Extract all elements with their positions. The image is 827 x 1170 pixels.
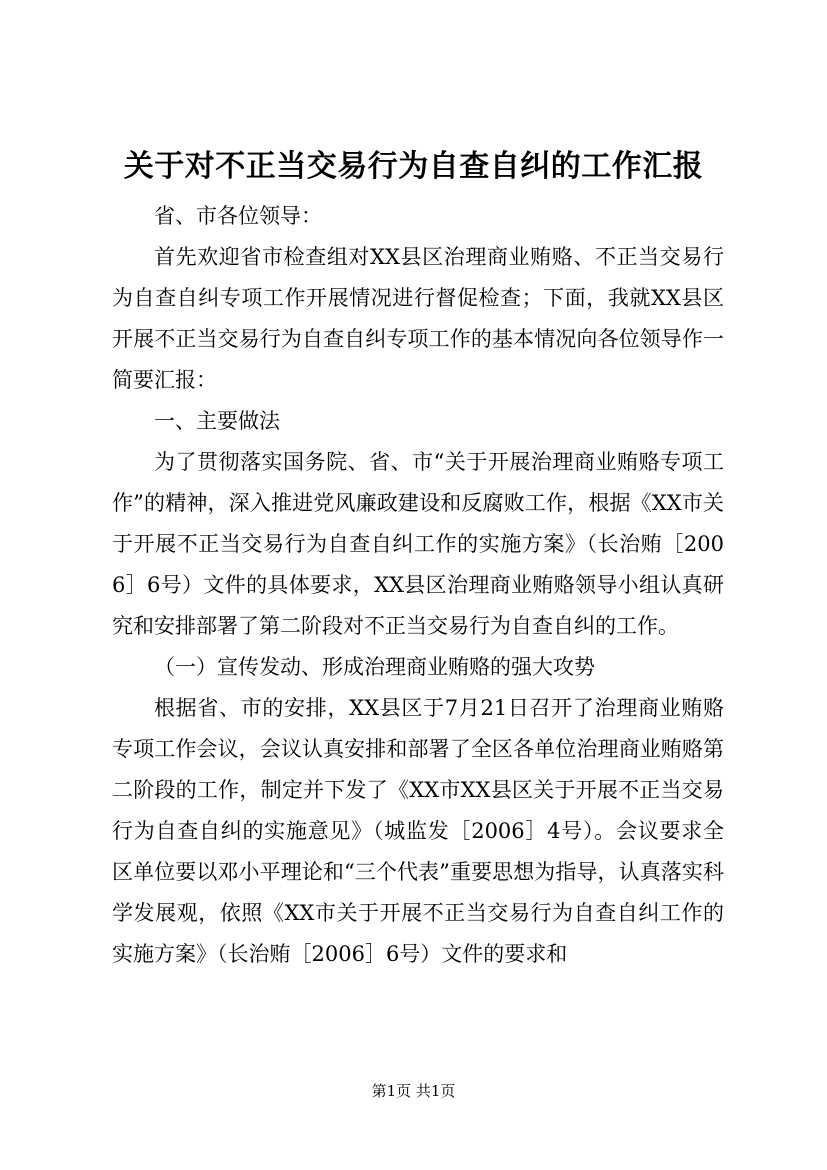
subsection-heading: （一）宣传发动、形成治理商业贿赂的强大攻势: [154, 655, 595, 679]
document-body: [112, 196, 724, 975]
salutation-paragraph: 省、市各位领导：: [154, 204, 322, 228]
body-paragraph: 为了贯彻落实国务院、省、市“关于开展治理商业贿赂专项工作”的精神，深入推进党风廉政建设和反腐败工作，根据《XX市关于开展不正当交易行为自查自纠工作的实施方案》（长治贿［2006］6号）文件的具体要求，XX县区治理商业贿赂领导小组认真研究和安排部署了第二阶段对不正当交易行为自查自纠的工作。: [112, 450, 724, 638]
section-heading: 一、主要做法: [154, 409, 280, 433]
body-paragraph: 根据省、市的安排，XX县区于7月21日召开了治理商业贿赂专项工作会议，会议认真安排和部署了全区各单位治理商业贿赂第二阶段的工作，制定并下发了《XX市XX县区关于开展不正当交易行为自查自纠的实施意见》（城监发［2006］4号）。会议要求全区单位要以邓小平理论和“三个代表”重要思想为指导，认真落实科学发展观，依照《XX市关于开展不正当交易行为自查自纠工作的实施方案》（长治贿［2006］6号）文件的要求和: [112, 696, 724, 966]
document-title: 关于对不正当交易行为自查自纠的工作汇报: [123, 149, 704, 184]
page-footer: 第1页 共1页: [371, 1082, 456, 1100]
intro-paragraph: 首先欢迎省市检查组对XX县区治理商业贿赂、不正当交易行为自查自纠专项工作开展情况进行督促检查；下面，我就XX县区开展不正当交易行为自查自纠专项工作的基本情况向各位领导作一简要汇报：: [112, 245, 724, 392]
